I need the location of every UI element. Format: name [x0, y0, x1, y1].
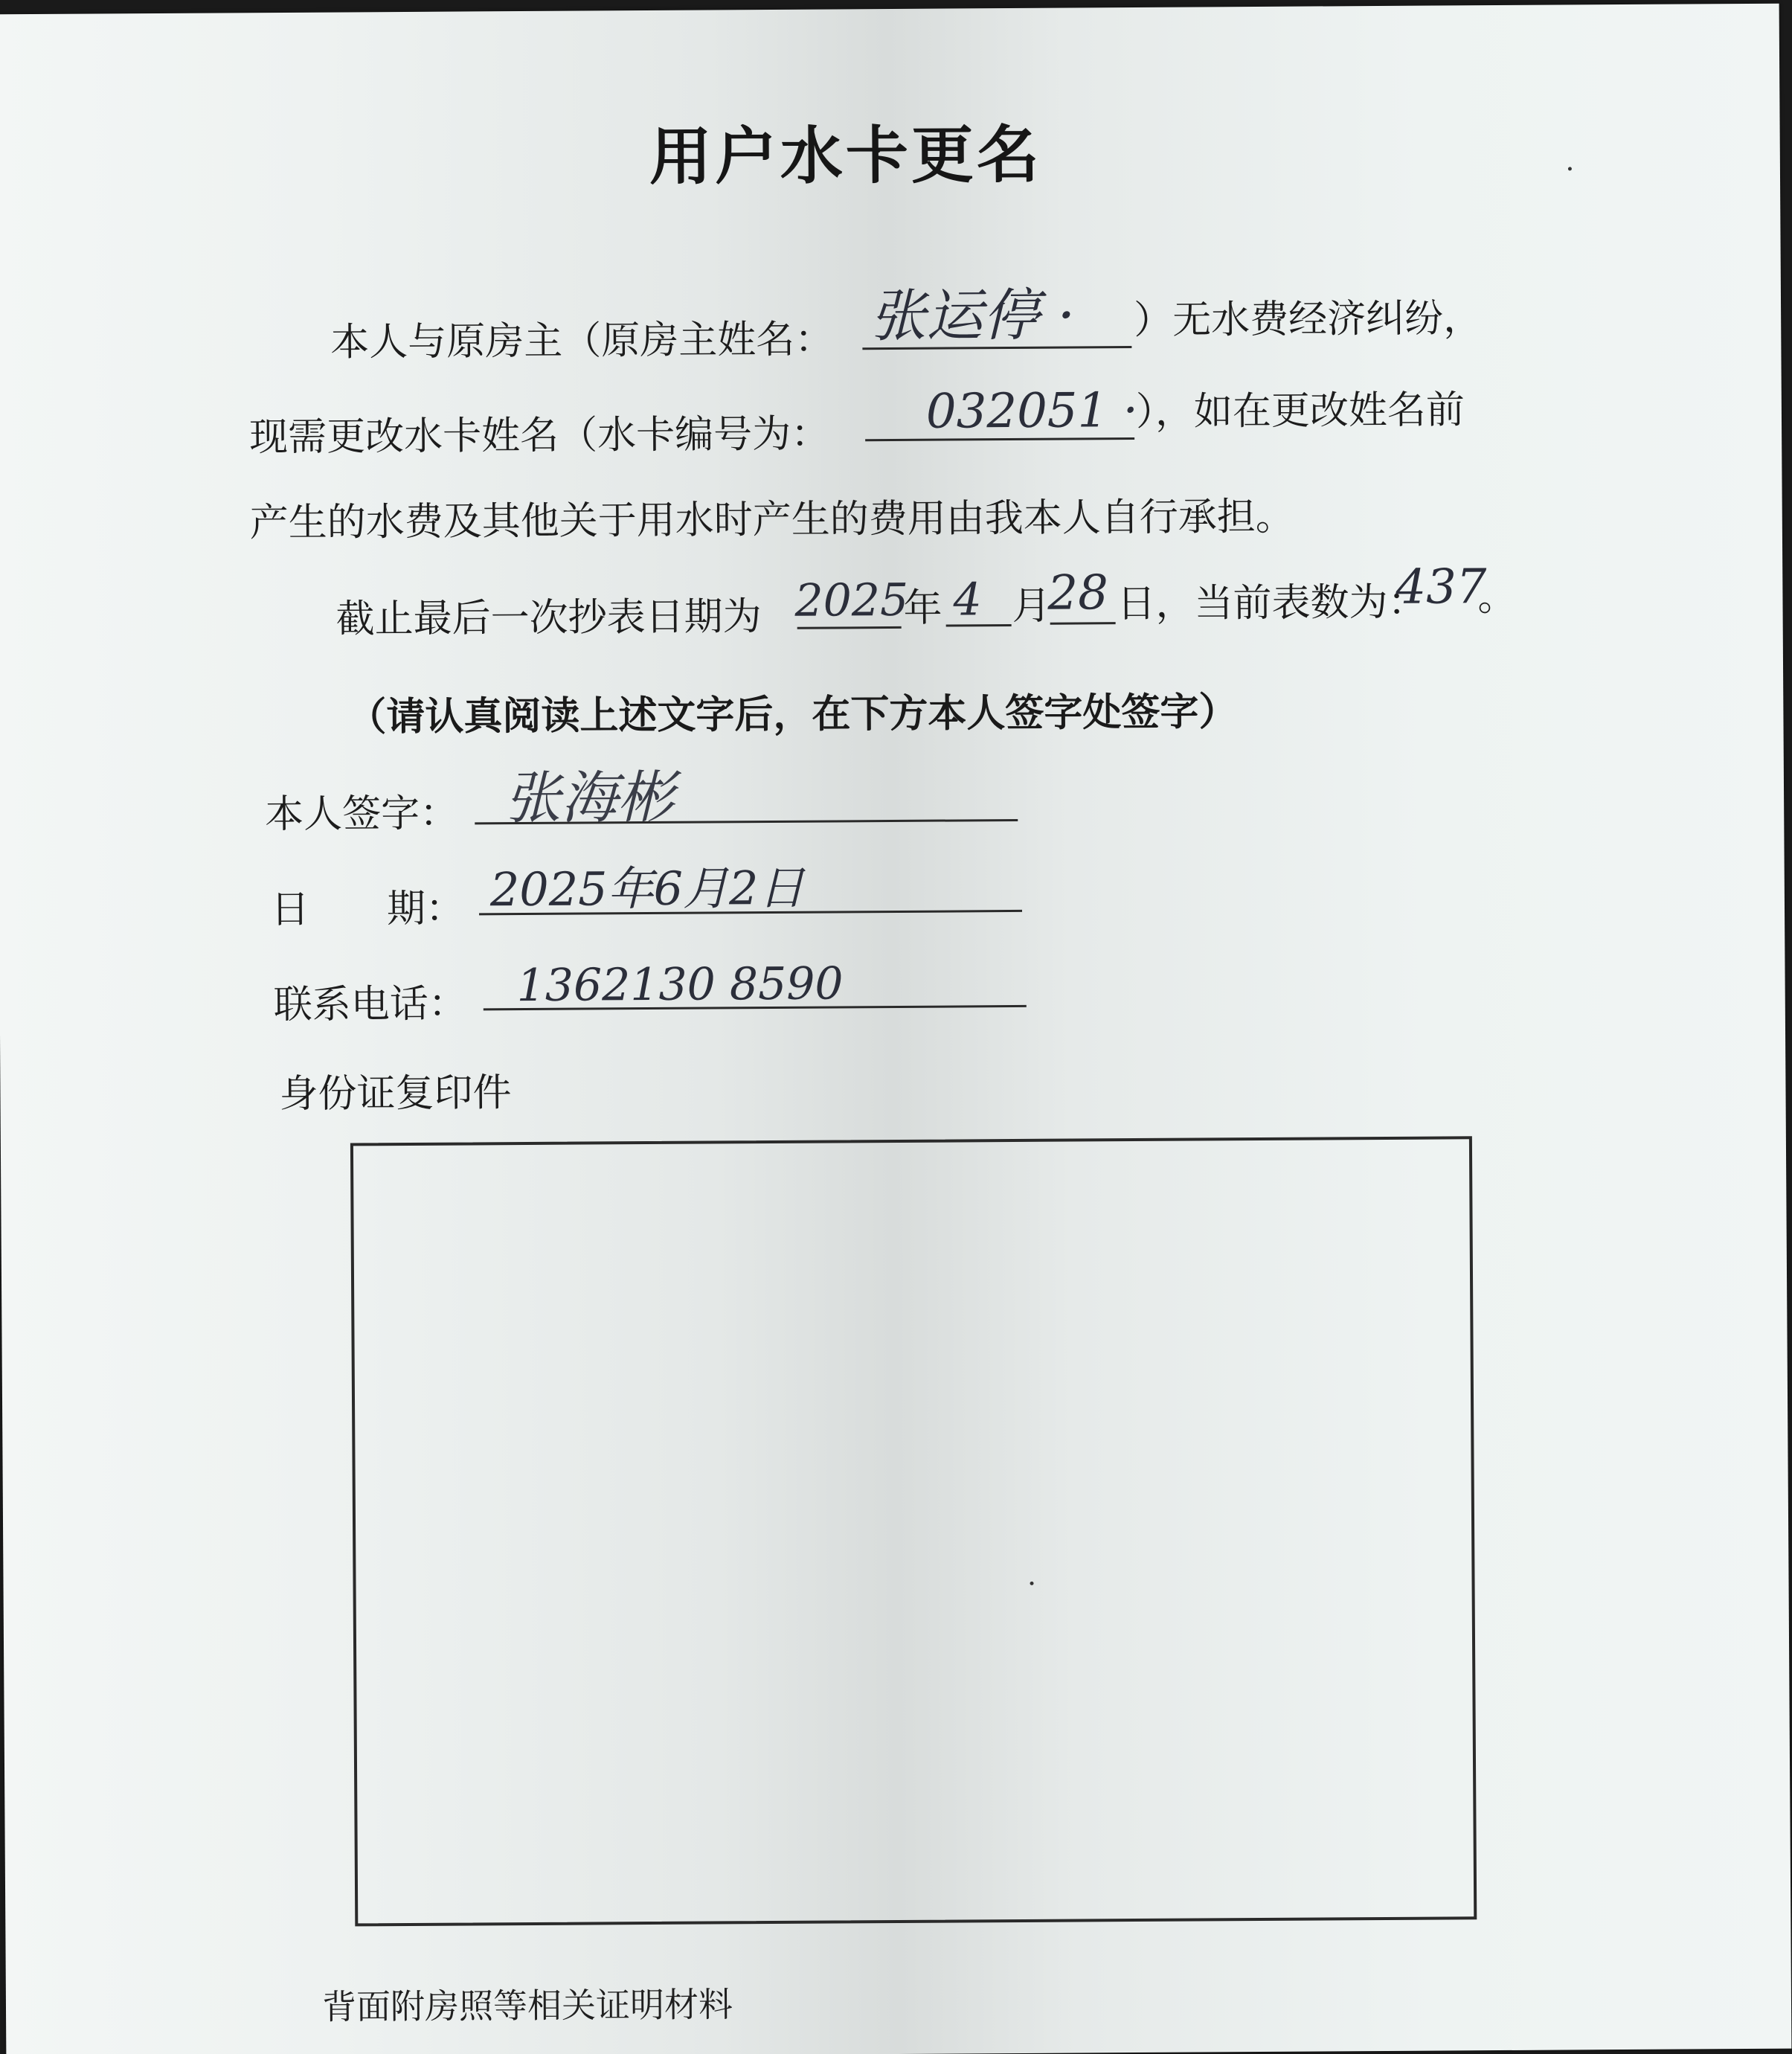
phone-label: 联系电话：	[273, 981, 467, 1028]
para4-text-a: 截止最后一次抄表日期为	[335, 594, 762, 642]
instruction-note: （请认真阅读上述文字后，在下方本人签字处签字）	[347, 690, 1238, 740]
para4-end: 。	[1477, 574, 1517, 620]
phone-value: 1362130 8590	[516, 957, 844, 1012]
para1-text-b: ）无水费经济纠纷，	[1133, 296, 1483, 344]
signature-value: 张海彬	[504, 763, 675, 832]
original-owner-name: 张运停 ·	[869, 281, 1076, 350]
reading-month: 4	[953, 574, 982, 626]
signature-label: 本人签字：	[265, 791, 459, 838]
speck-mark	[1030, 1582, 1034, 1585]
card-number: 032051 ·	[925, 382, 1139, 440]
id-copy-label: 身份证复印件	[279, 1071, 512, 1117]
para2-text-a: 现需更改水卡姓名（水卡编号为：	[248, 411, 830, 460]
footer-note: 背面附房照等相关证明材料	[321, 1984, 733, 2027]
para2-text-b: ），如在更改姓名前	[1135, 388, 1465, 434]
document-page	[0, 4, 1791, 2054]
para4-day-label: 日，当前表数为：	[1117, 580, 1427, 627]
speck-mark	[1568, 167, 1572, 170]
para4-year-label: 年	[903, 585, 942, 631]
reading-year: 2025	[794, 574, 909, 627]
para1-text-a: 本人与原房主（原房主姓名：	[330, 317, 834, 365]
para4-month-label: 月	[1012, 583, 1051, 629]
date-value: 2025年6月2日	[489, 860, 805, 917]
reading-day: 28	[1047, 565, 1109, 621]
para3-text: 产生的水费及其他关于用水时产生的费用由我本人自行承担。	[249, 494, 1294, 546]
meter-reading: 437	[1396, 559, 1487, 615]
document-title: 用户水卡更名	[649, 118, 1043, 193]
date-label: 日 期：	[270, 886, 465, 933]
id-copy-box	[350, 1136, 1477, 1926]
